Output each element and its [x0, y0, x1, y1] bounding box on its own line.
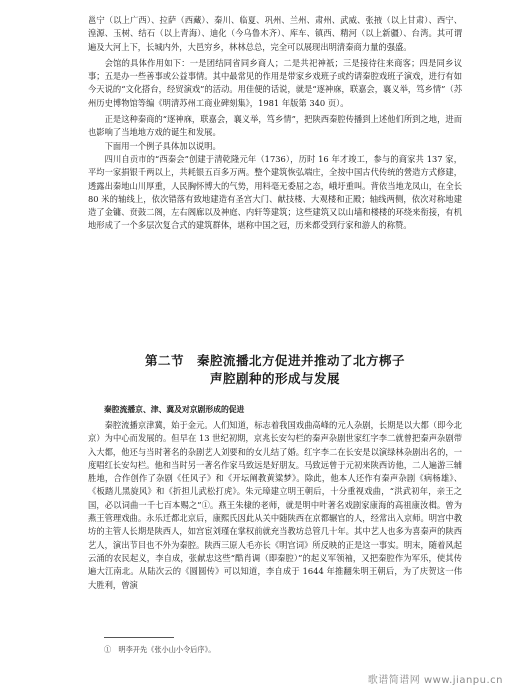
paragraph: 会馆的具体作用如下：一是团结同省同乡商人；二是共祀神祇；三是接待往来商客；四是同乡议事；五是办一些善事或公益事情。其中最常见的作用是带家乡戏班子或约请秦腔戏班子演戏，进行有如今天说的“文化搭台，经贸演戏”的活动。用佳便的话说，就是“逐神庥，联嘉会，襄义举，笃乡情”（苏州历史博物馆等编《明清苏州工商业碑刻集》，1981 年版第 340 页）。 — [88, 57, 462, 108]
footnote-divider — [104, 637, 174, 638]
paragraph: 邕宁（以上广西）、拉萨（西藏）、秦川、临夏、巩州、兰州、肃州、武威、张掖（以上甘肃）、西宁、湟源、玉树、结石（以上青海）、迪化（今乌鲁木齐）、库车、镇西、精河（以上新疆）、台湾。其可谓遍及大河上下，长城内外，大邑穷乡，林林总总，完全可以展现出明清秦商力量的强盛。 — [88, 15, 462, 52]
paragraph: 四川自贡市的“西秦会”创建于清乾隆元年（1736），历时 16 年才竣工，参与的商家共 137 家，平均一家捐银千两以上，共耗银五百多万两。整个建筑恢弘端庄，全按中国古代传统的營造方式修建，透露出秦地山川厚重，人民胸怀博大的气势，用料毫无委屈之态，峨圩重叫。背依当地龙凤山，在全长 80 米的轴线上，依次错落有致地建造有圣宫大门、献技楼、大观楼和正殿；轴线两侧，依次对称地建造了金镛、贲鼓二阁，左右阁廊以及神庭、内轩等建筑；这些建筑又以山墙和楼楼的环绕来衔接，有机地形成了一个多层次复合式的建筑群体，堪称中国之冠，历来都受到行家和游人的称赞。 — [88, 153, 462, 231]
paragraph: 下面用一个例子具体加以说明。 — [104, 140, 221, 151]
watermark: 歌谱简谱网 www.jianpu.cn — [367, 675, 503, 686]
paragraph: 秦腔流播京津冀，始于金元。人们知道，标志着我国戏曲高峰的元人杂剧，长期是以大都（即今北京）为中心而发展的。但早在 13 世纪初期，京兆长安勾栏的秦声杂剧世家红字李二就曾把秦声杂剧带入大都，他还与当时著名的杂剧艺人刘要和的女儿结了婚。红字李二在长安是以演绿林杂剧出名的，一度唱红长安勾栏。他和当时另一著名作家马致远是好朋友。马致远曾于元初来陕西访他，二人遍游三辅胜地，合作创作了杂剧《任风子》和《开坛阐教黄粱梦》。除此，他本人还作有秦声杂剧《病杨雄》、《板踏儿黑旋风》和《折担儿武松打虎》。朱元璋建立明王朝后，十分重视戏曲，“洪武初年，亲王之国，必以词曲一千七百本赐之”①。燕王朱棣的老师，就是明中叶著名戏剧家康海的高祖康汝楫。曾为燕王管理戏曲。永乐迁都北京后，康熙氏因此从关中随陕西在京都辗官的人，经常出入京师。明宫中教坊的主管人长期是陕西人，如宫宦刘瑾在掌权前就充当教坊总管几十年。其中艺人也多为喜秦声的陕西艺人，演出节目也不外为秦腔。陕西三原人毛亦长《明宫词》所反映的正是这一事实。明末，随着风起云涌的农民起义，李自成，张献忠这些“酷肖调（即秦腔）”的起义军领袖，又把秦腔作为军乐，使其传遍大江南北。从陆次云的《圆圆传》可以知道，李自成于 1644 年推翻朱明王朝后，为了庆贺这一伟大胜利，曾演 — [88, 420, 462, 590]
subheading: 秦腔流播京、津、冀及对京剧形成的促进 — [104, 405, 245, 414]
section-title-line-2: 声腔剧种的形成与发展 — [209, 371, 340, 386]
section-title — [88, 352, 462, 388]
body-text-top — [88, 14, 462, 233]
body-text-bottom — [88, 419, 462, 592]
paragraph: 正是这种秦商的“逐神庥，联嘉会，襄义举，笃乡情”，把陕西秦腔传播到上述他们所到之地，进而也影响了当地地方戏的诞生和发展。 — [88, 114, 462, 138]
footnote: ① 明李开先《张小山小令后序》。 — [104, 645, 216, 654]
section-title-line-1: 第二节 秦腔流播北方促进并推动了北方梆子 — [144, 353, 405, 368]
